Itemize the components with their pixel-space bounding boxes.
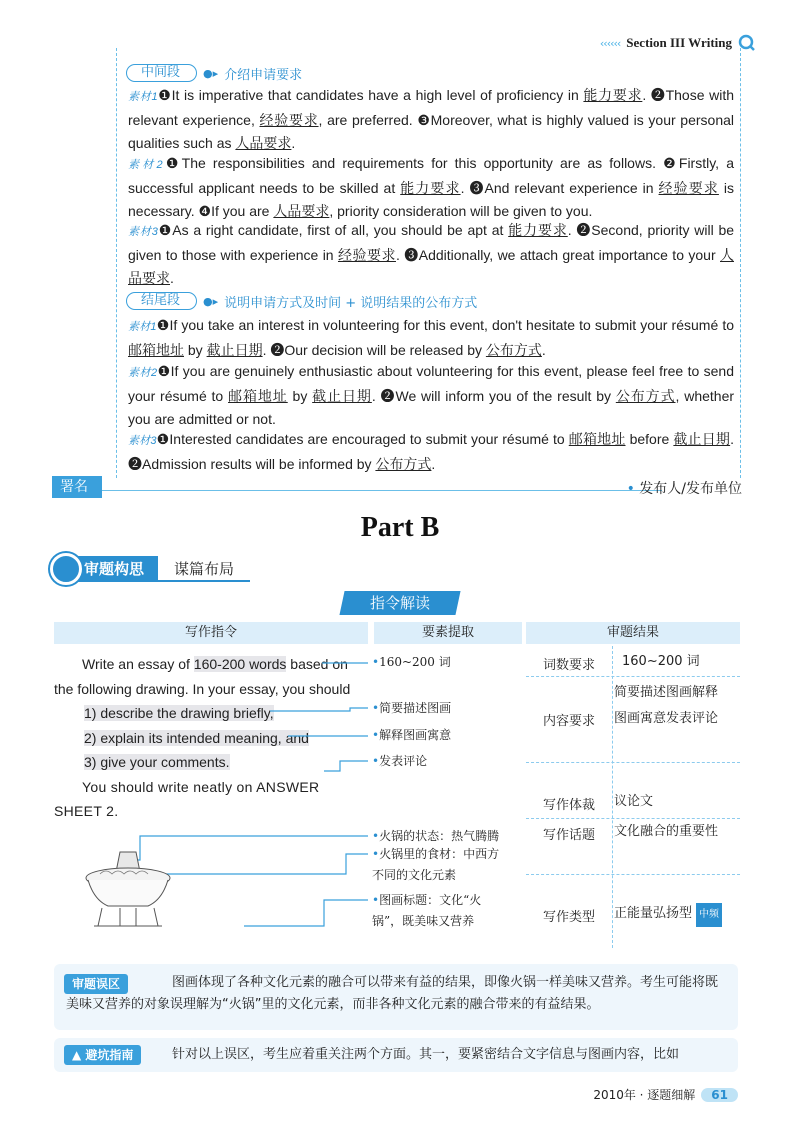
pitfall-text: 图画体现了各种文化元素的融合可以带来有益的结果，即像火锅一样美味又营养。考生可能将既美味又营养的对象误理解为“火锅”里的文化元素，而非各种文化元素的融合带来的有益结果。 bbox=[66, 975, 719, 1012]
part-b-title: Part B bbox=[360, 512, 440, 543]
guide-box bbox=[54, 1038, 738, 1072]
result-value: 正能量弘扬型 中频 bbox=[612, 902, 740, 927]
note-hotpot-state: •火锅的状态：热气腾腾 bbox=[372, 829, 500, 843]
chevrons-icon: ‹‹‹‹‹‹ bbox=[599, 36, 621, 50]
note-comment: •发表评论 bbox=[372, 754, 428, 768]
frequency-badge: 中频 bbox=[696, 903, 722, 927]
page-footer bbox=[593, 1086, 738, 1103]
page-number: 61 bbox=[701, 1088, 738, 1102]
banner-main: 审题构思 bbox=[50, 556, 158, 582]
instruction-tag: 指令解读 bbox=[339, 591, 460, 615]
result-value: 议论文 bbox=[614, 794, 654, 809]
table-header: 审题结果 bbox=[526, 622, 740, 644]
ending-material-1: 素材1❶If you take an interest in volunteering for this event, don't hesitate to submit your résumé to 邮箱地址 by 截止日期. ❷Our decision will be released by 公布方式. bbox=[128, 317, 734, 358]
pitfall-tag: 审题误区 bbox=[64, 974, 128, 994]
ending-material-2: 素材2❶If you are genuinely enthusiastic about volunteering for this event, please feel free to send your résumé to 邮箱地址 by 截止日期. ❷We will inform you of the result by 公布方式, whether you are admitted or not. bbox=[128, 363, 735, 427]
signature-publisher: • 发布人/发布单位 bbox=[626, 481, 742, 497]
arrow-right-icon: ●▸ bbox=[203, 66, 219, 80]
result-label: 写作类型 bbox=[542, 910, 595, 925]
table-header: 写作指令 bbox=[54, 622, 368, 644]
table-header: 要素提取 bbox=[374, 622, 522, 644]
warning-icon: ▲ bbox=[72, 1048, 86, 1062]
middle-material-1: 素材1❶It is imperative that candidates have a high level of proficiency in 能力要求. ❷Those with relevant experience, 经验要求, are preferred. ❸Moreover, what is highly valued is your personal qualities such as 人品要求. bbox=[128, 87, 735, 151]
middle-material-3: 素材3❶As a right candidate, first of all, you should be apt at 能力要求. ❷Second, priority will be given to those with experience in 经验要求. ❸Additionally, we attach great importance to your 人品要求. bbox=[128, 222, 735, 286]
banner-sub: 谋篇布局 bbox=[158, 556, 250, 582]
hotpot-drawing bbox=[80, 848, 176, 934]
section-pill: 中间段 bbox=[126, 64, 197, 82]
result-value: 简要描述图画解释图画寓意发表评论 bbox=[614, 685, 719, 726]
note-word-count: •160~200 词 bbox=[372, 655, 451, 669]
middle-material-2: 素材2❶The responsibilities and requirements for this opportunity are as follows. ❷Firstly, a successful applicant needs to be skilled at 能力要求. ❸And relevant experience in 经验要求 is necessary. ❹If you are 人品要求, priority consideration will be given to you. bbox=[128, 155, 734, 219]
guide-text: 针对以上误区，考生应着重关注两个方面。其一，要紧密结合文字信息与图画内容，比如 bbox=[172, 1047, 680, 1062]
note-title: •图画标题：文化“火 锅”，既美味又营养 bbox=[372, 893, 482, 928]
note-ingredients: •火锅里的食材：中西方 不同的文化元素 bbox=[372, 847, 500, 882]
result-label: 写作话题 bbox=[542, 828, 595, 843]
section-desc: 说明申请方式及时间 + 说明结果的公布方式 bbox=[224, 295, 478, 311]
result-label: 写作体裁 bbox=[542, 798, 595, 813]
section-desc: 介绍申请要求 bbox=[224, 67, 303, 83]
footer-label: 2010年 · 逐题细解 bbox=[593, 1088, 696, 1102]
arrow-right-icon: ●▸ bbox=[203, 294, 219, 308]
result-value: 160~200 词 bbox=[622, 654, 700, 669]
guide-tag: ▲ 避坑指南 bbox=[64, 1045, 141, 1065]
signature-tab: 署名 bbox=[52, 476, 102, 498]
note-explain: •解释图画寓意 bbox=[372, 728, 452, 742]
result-label: 词数要求 bbox=[542, 658, 595, 673]
writing-instruction: Write an essay of 160-200 words based on the following drawing. In your essay, you should 1) describe the drawing briefly, 2) explain its intended meaning, and 3) give your comments. You should write neatly on ANSWER SHEET 2. bbox=[54, 656, 351, 819]
section-title: Section III Writing bbox=[626, 35, 732, 50]
result-label: 内容要求 bbox=[542, 714, 595, 729]
ending-material-3: 素材3❶Interested candidates are encouraged to submit your résumé to 邮箱地址 before 截止日期. ❷Admission results will be informed by 公布方式. bbox=[128, 431, 735, 472]
note-describe: •简要描述图画 bbox=[372, 701, 452, 715]
section-pill: 结尾段 bbox=[126, 292, 197, 310]
pitfall-box bbox=[54, 964, 738, 1030]
result-value: 文化融合的重要性 bbox=[614, 824, 719, 839]
